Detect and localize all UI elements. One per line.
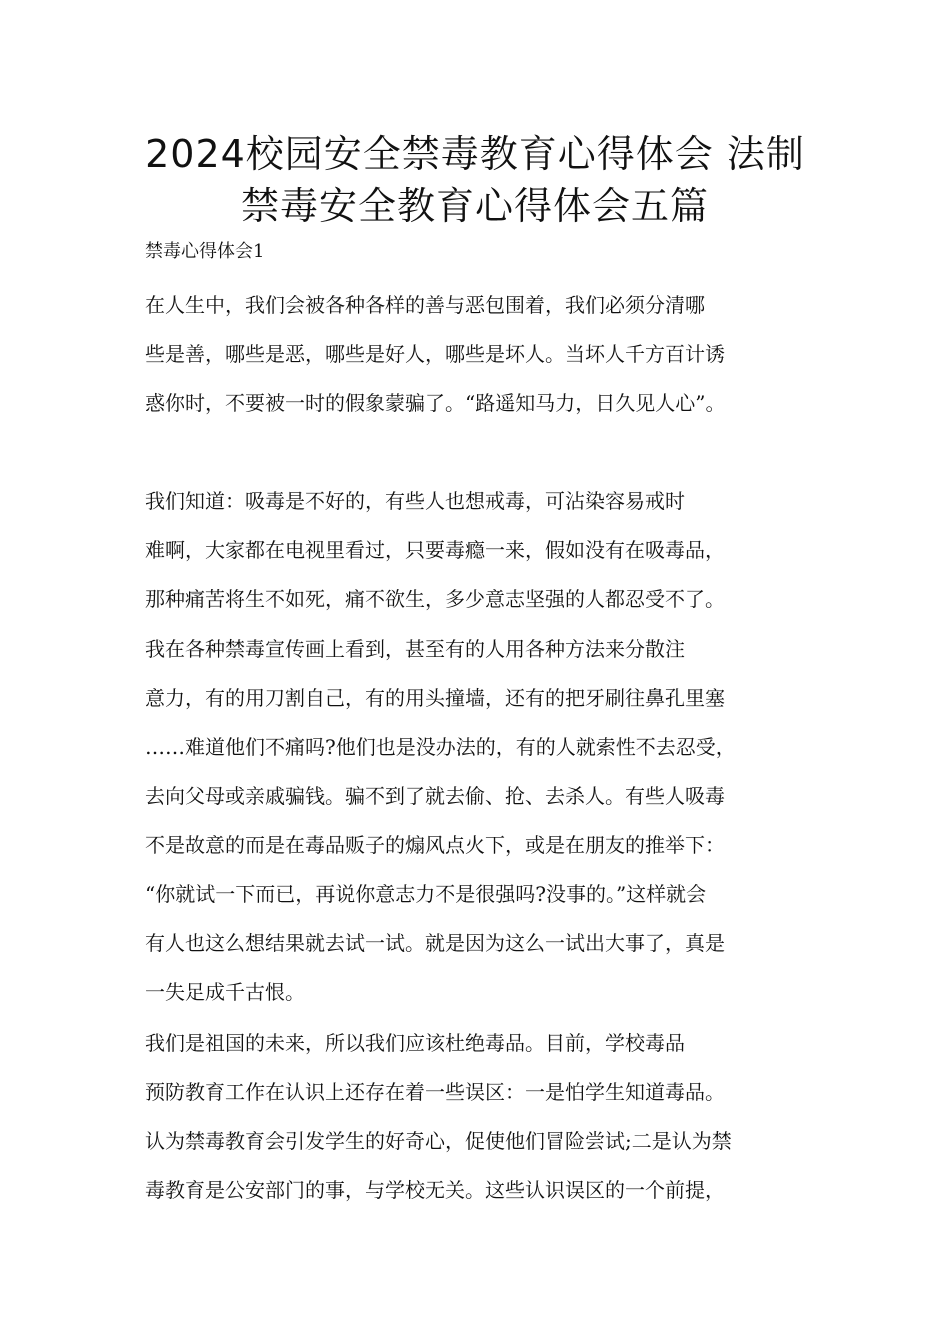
paragraph-2 [145,477,815,624]
paragraph-line: 有人也这么想结果就去试一试。就是因为这么一试出大事了，真是 [145,931,725,955]
paragraph-line: 我们知道：吸毒是不好的，有些人也想戒毒，可沾染容易戒时 [145,489,685,513]
paragraph-1 [145,281,815,428]
paragraph-4 [145,1019,815,1215]
paragraph-line: 不是故意的而是在毒品贩子的煽风点火下，或是在朋友的推举下： [145,833,725,857]
paragraph-line: ……难道他们不痛吗?他们也是没办法的，有的人就索性不去忍受， [145,735,736,759]
paragraph-line: 认为禁毒教育会引发学生的好奇心，促使他们冒险尝试;二是认为禁 [145,1129,732,1153]
paragraph-line: 难啊，大家都在电视里看过，只要毒瘾一来，假如没有在吸毒品， [145,538,725,562]
paragraph-line: 毒教育是公安部门的事，与学校无关。这些认识误区的一个前提， [145,1178,725,1202]
paragraph-line: 我在各种禁毒宣传画上看到，甚至有的人用各种方法来分散注 [145,637,685,661]
paragraph-line: 我们是祖国的未来，所以我们应该杜绝毒品。目前，学校毒品 [145,1031,685,1055]
document-title [120,128,830,232]
paragraph-line: “你就试一下而已，再说你意志力不是很强吗?没事的。”这样就会 [145,882,707,906]
title-line-1: 2024校园安全禁毒教育心得体会 法制 [145,132,805,176]
paragraph-3 [145,625,815,1017]
paragraph-line: 去向父母或亲戚骗钱。骗不到了就去偷、抢、去杀人。有些人吸毒 [145,784,725,808]
paragraph-line: 那种痛苦将生不如死，痛不欲生，多少意志坚强的人都忍受不了。 [145,587,725,611]
paragraph-line: 些是善，哪些是恶，哪些是好人，哪些是坏人。当坏人千方百计诱 [145,342,725,366]
paragraph-line: 预防教育工作在认识上还存在着一些误区：一是怕学生知道毒品。 [145,1080,725,1104]
paragraph-line: 在人生中，我们会被各种各样的善与恶包围着，我们必须分清哪 [145,293,705,317]
paragraph-line: 惑你时，不要被一时的假象蒙骗了。“路遥知马力，日久见人心”。 [145,391,726,415]
paragraph-line: 一失足成千古恨。 [145,980,305,1004]
section-heading: 禁毒心得体会1 [145,241,265,262]
paragraph-line: 意力，有的用刀割自己，有的用头撞墙，还有的把牙刷往鼻孔里塞 [145,686,725,710]
title-line-2: 禁毒安全教育心得体会五篇 [240,184,709,228]
